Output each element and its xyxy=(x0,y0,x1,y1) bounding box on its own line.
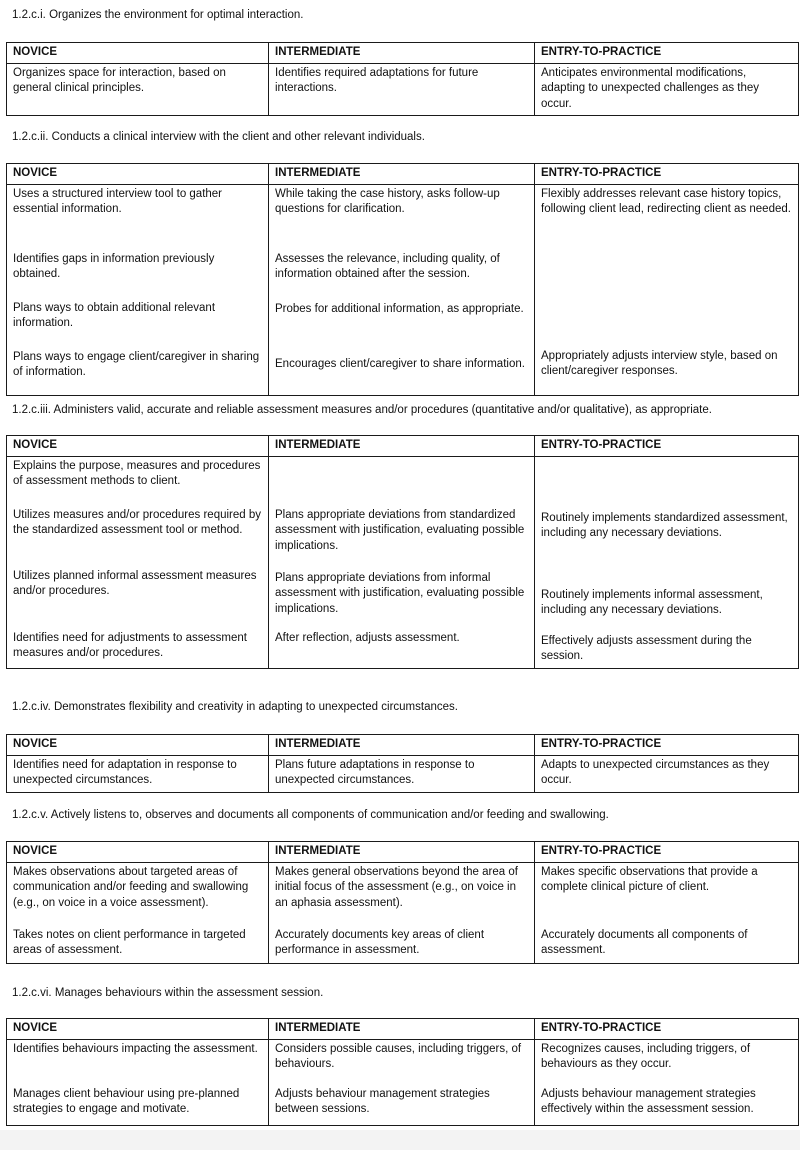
cell-novice: Organizes space for interaction, based on general clinical principles. xyxy=(7,63,269,116)
cell-paragraph: Uses a structured interview tool to gather essential information. xyxy=(13,187,223,215)
table-row xyxy=(7,63,799,116)
cell-entry xyxy=(535,1039,799,1125)
table-header-row xyxy=(7,436,799,457)
cell-paragraph: Appropriately adjusts interview style, based on client/caregiver responses. xyxy=(541,349,778,377)
cell-paragraph: Identifies need for adjustments to assessment measures and/or procedures. xyxy=(13,631,247,659)
cell-paragraph: Utilizes measures and/or procedures required by the standardized assessment tool or method. xyxy=(13,508,262,536)
header-entry-to-practice: ENTRY-TO-PRACTICE xyxy=(535,1019,799,1040)
section-title-ii: 1.2.c.ii. Conducts a clinical interview with the client and other relevant individuals. xyxy=(12,131,425,143)
header-entry-to-practice: ENTRY-TO-PRACTICE xyxy=(535,735,799,756)
cell-paragraph: Identifies behaviours impacting the assessment. xyxy=(13,1042,258,1055)
section-title-v: 1.2.c.v. Actively listens to, observes and documents all components of communication and/or feeding and swallowing. xyxy=(12,809,609,821)
rubric-table-iv xyxy=(6,734,799,793)
cell-paragraph: Manages client behaviour using pre-planned strategies to engage and motivate. xyxy=(13,1087,240,1115)
cell-paragraph: Plans ways to obtain additional relevant information. xyxy=(13,301,216,329)
table-header-row xyxy=(7,43,799,64)
cell-paragraph: Encourages client/caregiver to share information. xyxy=(275,357,525,370)
header-novice: NOVICE xyxy=(7,842,269,863)
cell-paragraph xyxy=(541,459,792,511)
cell-paragraph: Plans ways to engage client/caregiver in sharing of information. xyxy=(13,350,260,378)
cell-paragraph: Probes for additional information, as appropriate. xyxy=(275,302,524,315)
cell-paragraph: Adjusts behaviour management strategies effectively within the assessment session. xyxy=(541,1087,756,1115)
cell-paragraph: Plans appropriate deviations from standardized assessment with justification, evaluating possible implications. xyxy=(275,508,525,552)
header-entry-to-practice: ENTRY-TO-PRACTICE xyxy=(535,436,799,457)
table-header-row xyxy=(7,164,799,185)
cell-paragraph: Plans appropriate deviations from informal assessment with justification, evaluating possible implications. xyxy=(275,571,525,615)
cell-paragraph: While taking the case history, asks follow-up questions for clarification. xyxy=(275,187,500,215)
cell-paragraph: Adjusts behaviour management strategies between sessions. xyxy=(275,1087,490,1115)
section-title-i: 1.2.c.i. Organizes the environment for optimal interaction. xyxy=(12,9,304,21)
rubric-table-v xyxy=(6,841,799,964)
header-intermediate: INTERMEDIATE xyxy=(269,842,535,863)
cell-paragraph: Accurately documents key areas of client performance in assessment. xyxy=(275,928,485,956)
cell-paragraph: Utilizes planned informal assessment measures and/or procedures. xyxy=(13,569,257,597)
cell-intermediate xyxy=(269,1039,535,1125)
section-title-vi: 1.2.c.vi. Manages behaviours within the assessment session. xyxy=(12,987,324,999)
cell-paragraph: Effectively adjusts assessment during the session. xyxy=(541,634,752,662)
cell-paragraph: Identifies gaps in information previously obtained. xyxy=(13,252,215,280)
table-row xyxy=(7,862,799,963)
cell-entry: Adapts to unexpected circumstances as they occur. xyxy=(535,755,799,792)
rubric-table-ii xyxy=(6,163,799,396)
cell-entry xyxy=(535,456,799,668)
cell-paragraph: Flexibly addresses relevant case history topics, following client lead, redirecting client as needed. xyxy=(541,187,791,215)
cell-novice xyxy=(7,456,269,668)
cell-novice xyxy=(7,862,269,963)
cell-paragraph: After reflection, adjusts assessment. xyxy=(275,631,460,644)
table-row xyxy=(7,1039,799,1125)
rubric-table-iii xyxy=(6,435,799,669)
cell-intermediate xyxy=(269,184,535,395)
header-entry-to-practice: ENTRY-TO-PRACTICE xyxy=(535,43,799,64)
cell-paragraph: Recognizes causes, including triggers, of behaviours as they occur. xyxy=(541,1042,751,1070)
cell-paragraph: Explains the purpose, measures and procedures of assessment methods to client. xyxy=(13,459,261,487)
cell-paragraph: Accurately documents all components of assessment. xyxy=(541,928,748,956)
cell-intermediate: Identifies required adaptations for future interactions. xyxy=(269,63,535,116)
table-row xyxy=(7,755,799,792)
section-title-iv: 1.2.c.iv. Demonstrates flexibility and creativity in adapting to unexpected circumstances. xyxy=(12,701,458,713)
rubric-table-i xyxy=(6,42,799,116)
header-intermediate: INTERMEDIATE xyxy=(269,164,535,185)
table-header-row xyxy=(7,842,799,863)
cell-intermediate xyxy=(269,456,535,668)
header-entry-to-practice: ENTRY-TO-PRACTICE xyxy=(535,842,799,863)
header-novice: NOVICE xyxy=(7,735,269,756)
section-title-iii: 1.2.c.iii. Administers valid, accurate and reliable assessment measures and/or procedures (quantitative and/or qualitative), as appropriate. xyxy=(12,404,712,416)
cell-paragraph: Routinely implements informal assessment, including any necessary deviations. xyxy=(541,588,763,616)
cell-paragraph xyxy=(275,459,528,508)
header-intermediate: INTERMEDIATE xyxy=(269,1019,535,1040)
cell-intermediate: Plans future adaptations in response to unexpected circumstances. xyxy=(269,755,535,792)
header-intermediate: INTERMEDIATE xyxy=(269,735,535,756)
table-header-row xyxy=(7,1019,799,1040)
header-novice: NOVICE xyxy=(7,164,269,185)
cell-paragraph: Considers possible causes, including triggers, of behaviours. xyxy=(275,1042,522,1070)
header-novice: NOVICE xyxy=(7,43,269,64)
cell-novice xyxy=(7,184,269,395)
header-intermediate: INTERMEDIATE xyxy=(269,43,535,64)
cell-paragraph: Routinely implements standardized assessment, including any necessary deviations. xyxy=(541,511,788,539)
table-header-row xyxy=(7,735,799,756)
cell-paragraph: Assesses the relevance, including quality, of information obtained after the session. xyxy=(275,252,500,280)
header-entry-to-practice: ENTRY-TO-PRACTICE xyxy=(535,164,799,185)
rubric-table-vi xyxy=(6,1018,799,1126)
cell-paragraph: Makes general observations beyond the area of initial focus of the assessment (e.g., on voice in an aphasia assessment). xyxy=(275,865,518,909)
cell-entry: Anticipates environmental modifications, adapting to unexpected challenges as they occur. xyxy=(535,63,799,116)
cell-novice xyxy=(7,1039,269,1125)
cell-intermediate xyxy=(269,862,535,963)
table-row xyxy=(7,184,799,395)
page-bottom-margin xyxy=(0,1130,800,1150)
cell-entry xyxy=(535,862,799,963)
header-novice: NOVICE xyxy=(7,1019,269,1040)
cell-paragraph: Takes notes on client performance in targeted areas of assessment. xyxy=(13,928,246,956)
cell-entry xyxy=(535,184,799,395)
header-novice: NOVICE xyxy=(7,436,269,457)
table-row xyxy=(7,456,799,668)
cell-novice: Identifies need for adaptation in response to unexpected circumstances. xyxy=(7,755,269,792)
header-intermediate: INTERMEDIATE xyxy=(269,436,535,457)
cell-paragraph: Makes observations about targeted areas of communication and/or feeding and swallowing (e.g., on voice in a voice assessment). xyxy=(13,865,249,909)
cell-paragraph: Makes specific observations that provide a complete clinical picture of client. xyxy=(541,865,758,893)
